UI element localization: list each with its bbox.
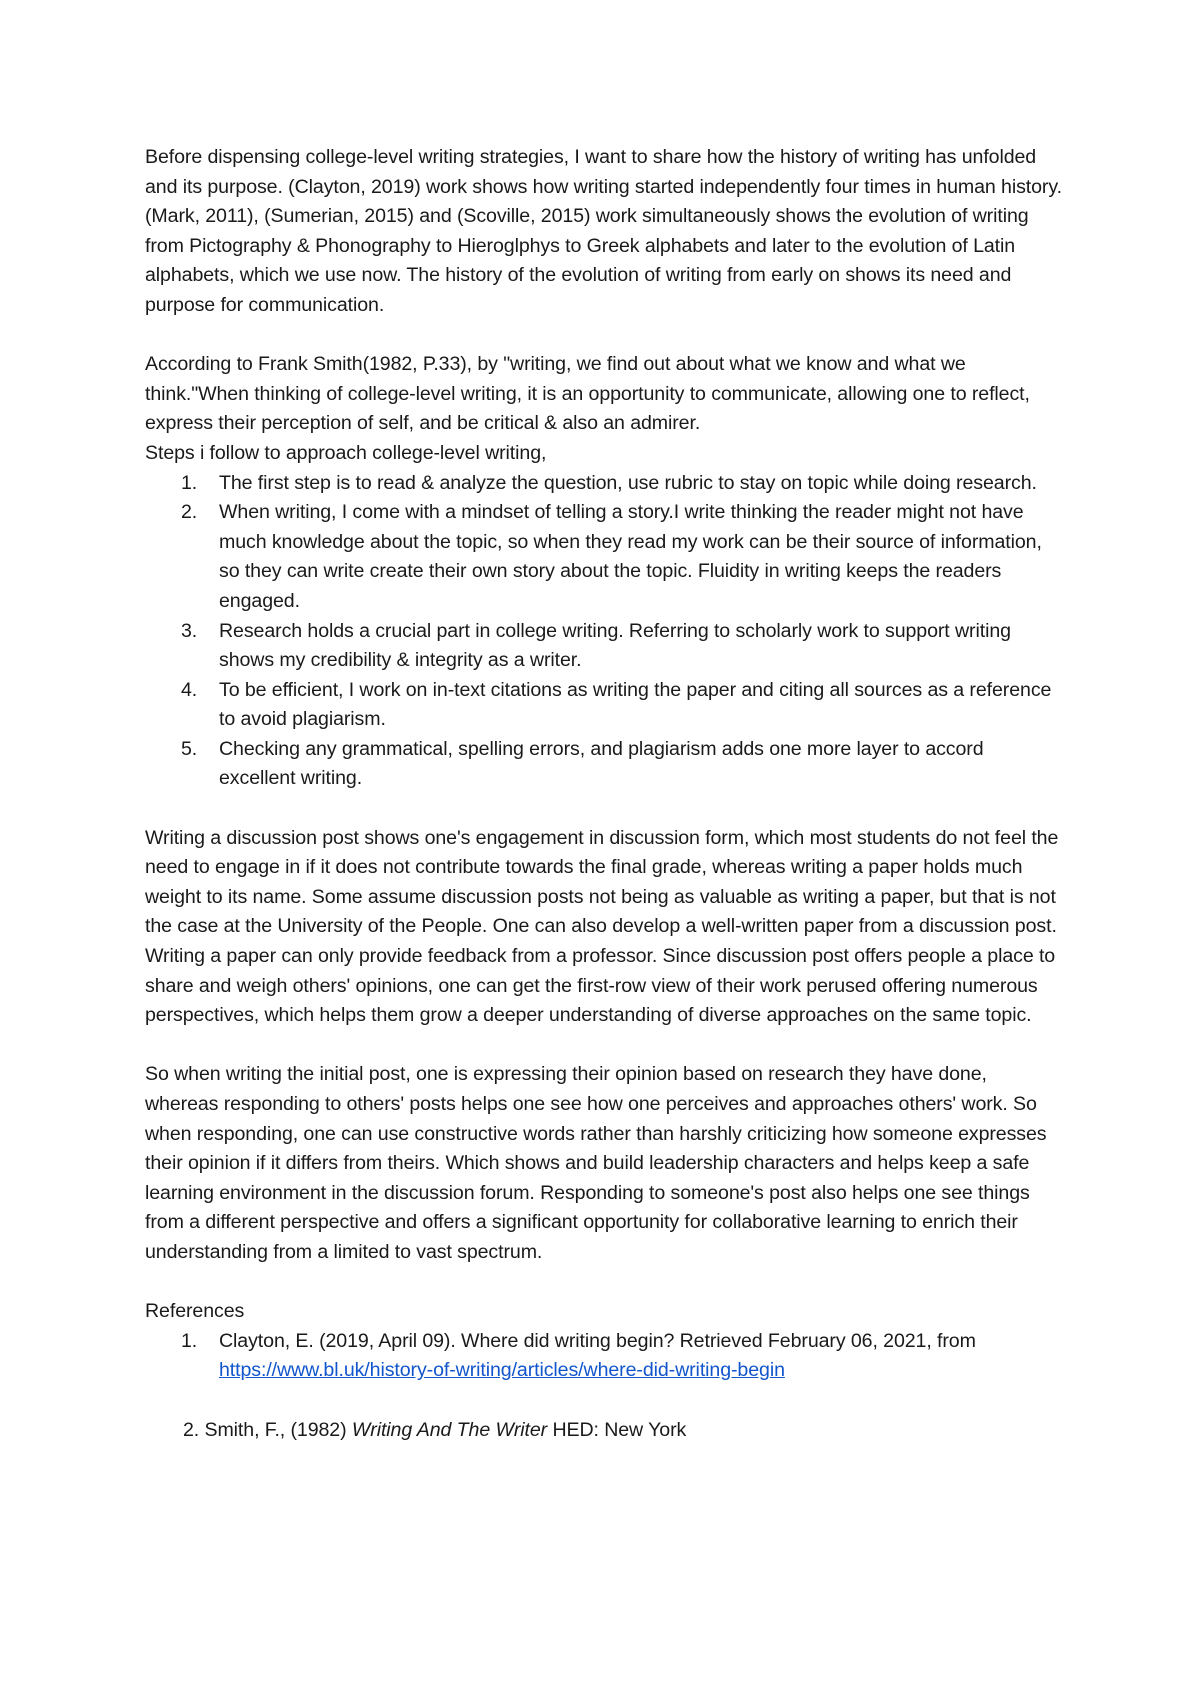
reference-prefix: 2. Smith, F., (1982) bbox=[183, 1418, 352, 1441]
smith-paragraph: According to Frank Smith(1982, P.33), by "writing, we find out about what we know and what we think."When thinking of college-level writing, it is an opportunity to communicate, allowing one to reflect, express their perception of self, and be critical & also an admirer. bbox=[145, 353, 1030, 435]
list-item-number: 3. bbox=[181, 619, 198, 642]
list-item-number: 2. bbox=[181, 501, 198, 524]
list-item-number: 4. bbox=[181, 678, 198, 701]
list-item-text: The first step is to read & analyze the question, use rubric to stay on topic while doing research. bbox=[219, 471, 1037, 494]
paragraph-spacer bbox=[145, 1386, 1065, 1416]
steps-heading: Steps i follow to approach college-level writing, bbox=[145, 441, 547, 464]
list-item bbox=[145, 469, 1065, 499]
list-item bbox=[145, 617, 1065, 676]
paragraph-spacer bbox=[145, 1268, 1065, 1298]
paragraph-spacer bbox=[145, 794, 1065, 824]
list-item bbox=[145, 676, 1065, 735]
document-page bbox=[145, 143, 1065, 1445]
responding-paragraph: So when writing the initial post, one is expressing their opinion based on research they have done, whereas responding to others' posts helps one see how one perceives and approaches others' work. So when responding, one can use constructive words rather than harshly criticizing how someone expresses their opinion if it differs from theirs. Which shows and build leadership characters and helps keep a safe learning environment in the discussion forum. Responding to someone's post also helps one see things from a different perspective and offers a significant opportunity for collaborative learning to enrich their understanding from a limited to vast spectrum. bbox=[145, 1063, 1047, 1263]
list-item-text: To be efficient, I work on in-text citations as writing the paper and citing all sources as a reference to avoid plagiarism. bbox=[219, 678, 1052, 731]
list-item bbox=[145, 498, 1065, 616]
references-list bbox=[145, 1327, 1065, 1386]
list-item-text: Checking any grammatical, spelling errors, and plagiarism adds one more layer to accord excellent writing. bbox=[219, 737, 984, 790]
reference-item-2 bbox=[145, 1416, 1065, 1446]
reference-book-title: Writing And The Writer bbox=[351, 1418, 548, 1441]
list-item-text: When writing, I come with a mindset of telling a story.I write thinking the reader might not have much knowledge about the topic, so when they read my work can be their source of information, so they can write create their own story about the topic. Fluidity in writing keeps the readers engaged. bbox=[219, 501, 1042, 612]
paragraph-spacer bbox=[145, 1031, 1065, 1061]
steps-list bbox=[145, 469, 1065, 795]
discussion-paragraph: Writing a discussion post shows one's engagement in discussion form, which most students do not feel the need to engage in if it does not contribute towards the final grade, whereas writing a paper holds much weight to its name. Some assume discussion posts not being as valuable as writing a paper, but that is not the case at the University of the People. One can also develop a well-written paper from a discussion post. Writing a paper can only provide feedback from a professor. Since discussion post offers people a place to share and weigh others' opinions, one can get the first-row view of their work perused offering numerous perspectives, which helps them grow a deeper understanding of diverse approaches on the same topic. bbox=[145, 826, 1059, 1027]
reference-item bbox=[145, 1327, 1065, 1386]
reference-text: Clayton, E. (2019, April 09). Where did writing begin? Retrieved February 06, 2021, from bbox=[219, 1329, 976, 1352]
intro-paragraph: Before dispensing college-level writing strategies, I want to share how the history of writing has unfolded and its purpose. (Clayton, 2019) work shows how writing started independently four times in human history. (Mark, 2011), (Sumerian, 2015) and (Scoville, 2015) work simultaneously shows the evolution of writing from Pictography & Phonography to Hieroglphys to Greek alphabets and later to the evolution of Latin alphabets, which we use now. The history of the evolution of writing from early on shows its need and purpose for communication. bbox=[145, 146, 1062, 316]
reference-number: 1. bbox=[181, 1329, 198, 1352]
list-item-text: Research holds a crucial part in college writing. Referring to scholarly work to support writing shows my credibility & integrity as a writer. bbox=[219, 619, 1011, 672]
reference-link[interactable]: https://www.bl.uk/history-of-writing/articles/where-did-writing-begin bbox=[219, 1359, 785, 1382]
list-item-number: 5. bbox=[181, 737, 198, 760]
list-item bbox=[145, 735, 1065, 794]
list-item-number: 1. bbox=[181, 471, 198, 494]
paragraph-spacer bbox=[145, 321, 1065, 351]
references-heading: References bbox=[145, 1300, 245, 1323]
reference-suffix: HED: New York bbox=[547, 1418, 687, 1441]
